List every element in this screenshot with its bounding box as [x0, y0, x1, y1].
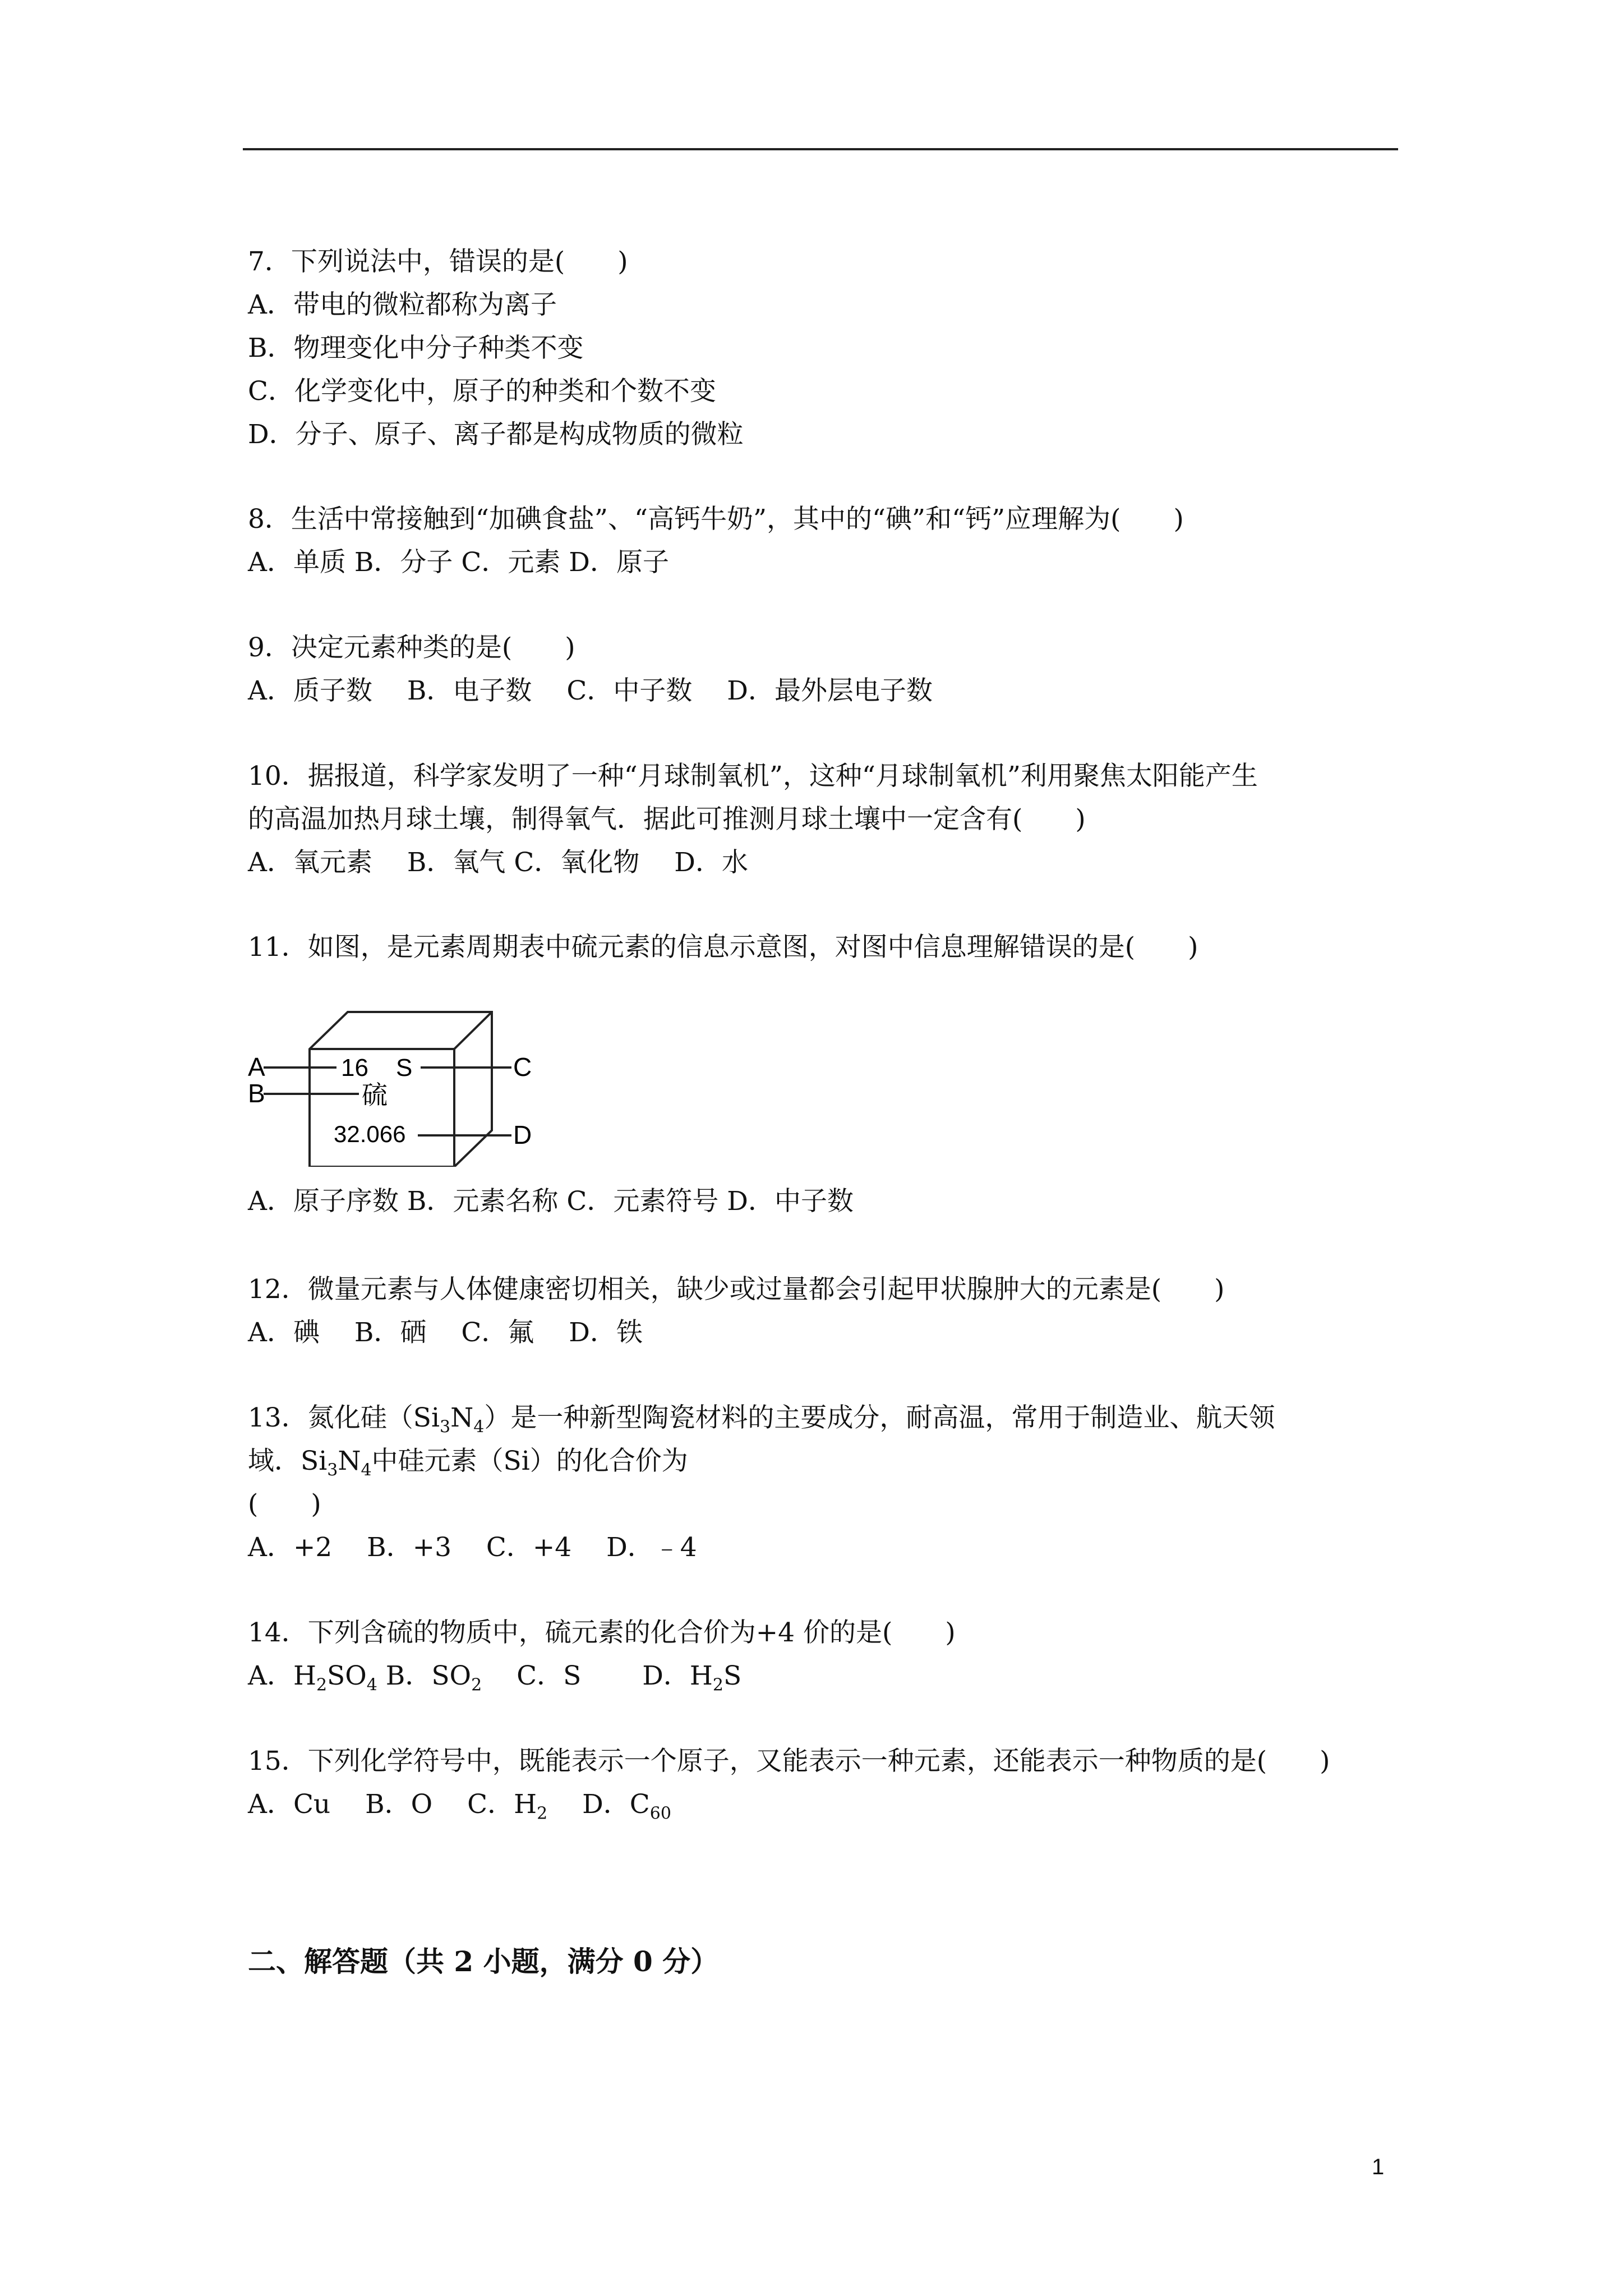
question-13: [248, 1396, 1442, 1569]
sulfur-element-figure: [241, 987, 555, 1167]
question-15: [248, 1740, 1442, 1826]
question-12: [248, 1268, 1442, 1354]
question-10: [248, 754, 1442, 884]
question-stem: 7．下列说法中，错误的是( ): [248, 246, 628, 277]
section-title: 二、解答题（共 2 小题，满分 0 分）: [248, 1945, 719, 1978]
question-11: [248, 926, 1442, 969]
question-stem-line-2: 的高温加热月球土壤，制得氧气．据此可推测月球土壤中一定含有( ): [248, 804, 1086, 835]
question-11-options: [248, 1180, 1442, 1223]
label-b: B: [248, 1079, 265, 1108]
option-a: A．带电的微粒都称为离子: [248, 289, 557, 320]
question-9: [248, 626, 1442, 712]
label-a: A: [248, 1052, 265, 1082]
question-stem: 9．决定元素种类的是( ): [248, 632, 575, 663]
label-d: D: [513, 1120, 532, 1149]
cube-top-right-edge: [454, 1012, 492, 1049]
options-line: A．$H_2SO_4$ B．$SO_2$ C．S D．$H_2S$: [248, 1660, 742, 1695]
question-stem-line-3: ( ): [248, 1489, 321, 1520]
question-8: [248, 498, 1442, 584]
label-c: C: [513, 1052, 532, 1082]
question-14: [248, 1611, 1442, 1697]
option-b: B．物理变化中分子种类不变: [248, 333, 584, 364]
options-line: A．单质 B．分子 C．元素 D．原子: [248, 547, 669, 578]
options-line: A．原子序数 B．元素名称 C．元素符号 D．中子数: [248, 1186, 854, 1217]
question-stem-line-2: 域．$Si_3N_4$中硅元素（Si）的化合价为: [248, 1446, 688, 1480]
options-line: A．碘 B．硒 C．氟 D．铁: [248, 1317, 643, 1348]
page-number: 1: [1372, 2155, 1385, 2179]
options-line: A．+2 B．+3 C．+4 D．﹣4: [248, 1532, 697, 1563]
option-c: C．化学变化中，原子的种类和个数不变: [248, 376, 716, 407]
options-line: A．氧元素 B．氧气 C．氧化物 D．水: [248, 847, 748, 878]
question-stem: 14．下列含硫的物质中，硫元素的化合价为+4 价的是( ): [248, 1617, 956, 1648]
question-stem: 11．如图，是元素周期表中硫元素的信息示意图，对图中信息理解错误的是( ): [248, 932, 1198, 963]
option-d: D．分子、原子、离子都是构成物质的微粒: [248, 419, 744, 450]
element-symbol: S: [396, 1054, 413, 1082]
options-line: A．Cu B．O C．$H_2$ D．$C_{60}$: [248, 1789, 671, 1824]
question-stem-line-1: 13．氮化硅$(Si_3N_4)$是一种新型陶瓷材料的主要成分，耐高温，常用于制造业、航天领: [248, 1402, 1275, 1437]
header-rule: [243, 148, 1398, 150]
atomic-number: 16: [341, 1054, 368, 1082]
question-stem: 15．下列化学符号中，既能表示一个原子，又能表示一种元素，还能表示一种物质的是( ): [248, 1746, 1330, 1777]
atomic-mass: 32.066: [334, 1121, 406, 1147]
question-stem: 8．生活中常接触到“加碘食盐”、“高钙牛奶”，其中的“碘”和“钙”应理解为( ): [248, 504, 1184, 535]
question-stem: 12．微量元素与人体健康密切相关，缺少或过量都会引起甲状腺肿大的元素是( ): [248, 1274, 1225, 1305]
question-7: [248, 240, 1442, 456]
options-line: A．质子数 B．电子数 C．中子数 D．最外层电子数: [248, 675, 933, 706]
question-stem-line-1: 10．据报道，科学家发明了一种“月球制氧机”，这种“月球制氧机”利用聚焦太阳能产生: [248, 761, 1258, 792]
element-name: 硫: [362, 1080, 388, 1110]
